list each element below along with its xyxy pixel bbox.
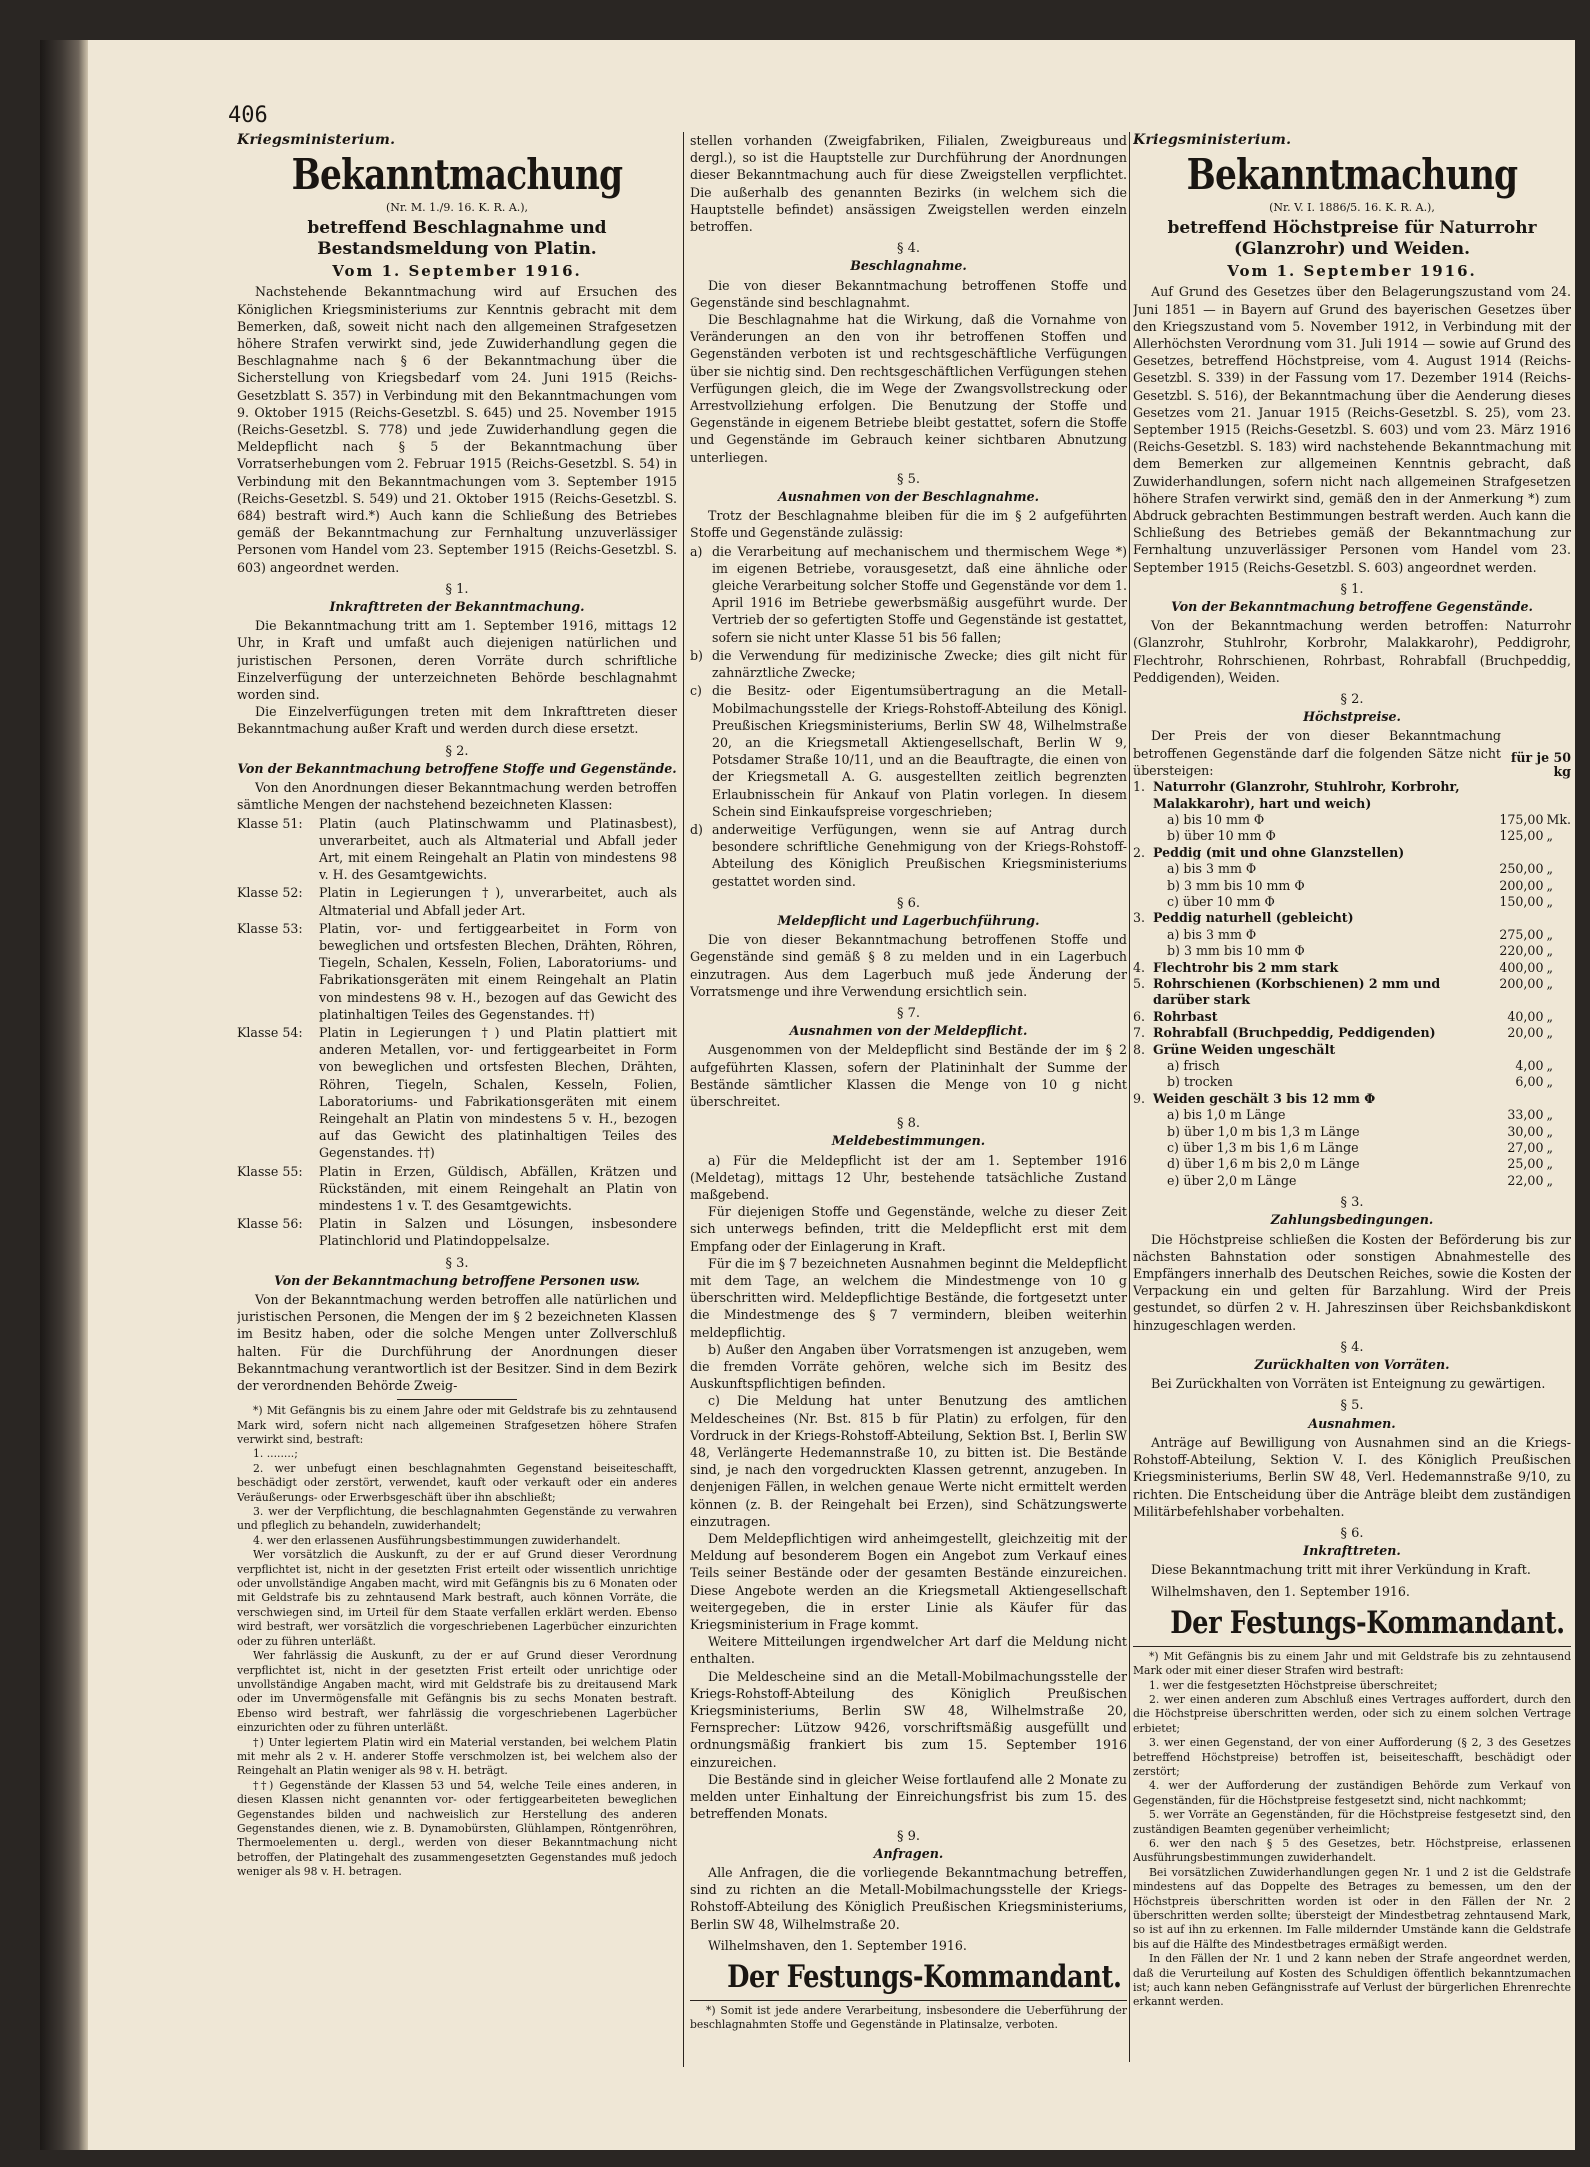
section-title: Meldepflicht und Lagerbuchführung. xyxy=(777,912,1040,928)
price-value: 27,00 xyxy=(1507,1140,1544,1156)
price-table xyxy=(1133,779,1571,1189)
newspaper-page xyxy=(40,40,1575,2150)
section-number: § 8. xyxy=(896,1116,921,1132)
price-unit xyxy=(1543,1091,1571,1107)
paragraph: Bei Zurückhalten von Vorräten ist Enteignung zu gewärtigen. xyxy=(1151,1376,1546,1392)
price-row xyxy=(1133,845,1571,861)
price-value xyxy=(1485,910,1543,926)
paragraph: Von den Anordnungen dieser Bekanntmachung werden betroffen sämtliche Mengen der nachstehend bezeichneten Klassen: xyxy=(237,780,677,813)
price-item-number xyxy=(1133,1156,1153,1172)
price-unit: „ xyxy=(1546,959,1553,975)
paragraph: Trotz der Beschlagnahme bleiben für die im § 2 aufgeführten Stoffe und Gegenstände zulässig: xyxy=(690,508,1127,541)
footnotes xyxy=(1133,1650,1571,2010)
klasse-entry xyxy=(237,920,677,1023)
price-item-label: Rohrabfall (Bruchpeddig, Peddigenden) xyxy=(1153,1025,1436,1041)
section-title: Von der Bekanntmachung betroffene Personen usw. xyxy=(274,1272,640,1288)
section-number: § 5. xyxy=(1340,1398,1364,1414)
price-item-number: 1. xyxy=(1133,779,1146,795)
footnote-item: 4. wer den erlassenen Ausführungsbestimmungen zuwiderhandelt. xyxy=(253,1533,621,1547)
klasse-label: Klasse 53: xyxy=(237,920,303,936)
list-text: die Verwendung für medizinische Zwecke; dies gilt nicht für zahnärztliche Zwecke; xyxy=(712,647,1127,681)
price-unit: „ xyxy=(1546,828,1553,844)
section-title: Ausnahmen. xyxy=(1308,1415,1396,1431)
price-unit-header: für je 50 kg xyxy=(1510,750,1571,780)
price-item-number: 2. xyxy=(1133,844,1146,860)
price-value: 220,00 xyxy=(1499,943,1544,959)
price-item-label: Peddig naturhell (gebleicht) xyxy=(1153,910,1354,926)
footnote-rule xyxy=(397,1399,517,1400)
price-item-number xyxy=(1133,894,1153,910)
price-value: 250,00 xyxy=(1499,861,1544,877)
page-number: 406 xyxy=(228,103,268,128)
price-unit: „ xyxy=(1546,975,1553,991)
list-text: die Verarbeitung auf mechanischem und thermischem Wege *) im eigenen Betriebe, vorausgesetzt, daß eine ähnliche oder gleiche Verarbeitung solcher Stoffe und Gegenstände vor dem 1. April 1916 im Betriebe gewerbsmäßig ausgeführt wurde. Der Vertrieb der so gefertigten Stoffe und Gegenstände ist gestattet, sofern sie nicht unter Klasse 51 bis 56 fallen; xyxy=(712,543,1127,645)
price-item-label: Flechtrohr bis 2 mm stark xyxy=(1153,959,1339,975)
list-marker: b) xyxy=(690,647,703,663)
price-item-label: b) über 10 mm Φ xyxy=(1167,828,1276,844)
price-item-number xyxy=(1133,828,1153,844)
paragraph: Die von dieser Bekanntmachung betroffenen Stoffe und Gegenstände sind gemäß § 8 zu melden und in ein Lagerbuch einzutragen. Aus dem Lagerbuch muß jede Änderung der Vorratsmenge und ihre Verwendung ersichtlich sein. xyxy=(690,932,1127,999)
price-value: 30,00 xyxy=(1507,1123,1544,1139)
section-number: § 3. xyxy=(1340,1195,1364,1211)
price-item-number: 4. xyxy=(1133,959,1146,975)
paragraph: Die Höchstpreise schließen die Kosten der Beförderung bis zur nächsten Bahnstation oder sonstigen Abnahmestelle des Empfängers innerhalb des Deutschen Reiches, sowie die Kosten der Verpackung ein und gelten für Barzahlung. Wird der Preis gestundet, so dürfen 2 v. H. Jahreszinsen über Reichsbankdiskont hinzugeschlagen werden. xyxy=(1133,1231,1571,1333)
price-value: 40,00 xyxy=(1507,1008,1544,1024)
section-number: § 5. xyxy=(896,471,921,487)
list-marker: c) xyxy=(690,683,702,699)
list-item xyxy=(690,821,1127,890)
price-item-label: a) bis 3 mm Φ xyxy=(1167,861,1257,877)
signature: Der Festungs-Kommandant. xyxy=(1170,1604,1565,1641)
price-item-number xyxy=(1133,927,1153,943)
section-title: Inkrafttreten der Bekanntmachung. xyxy=(329,599,585,615)
column-rule-1 xyxy=(683,132,684,2067)
price-unit: „ xyxy=(1546,877,1553,893)
continued-paragraph: stellen vorhanden (Zweigfabriken, Filialen, Zweigbureaus und dergl.), so ist die Hauptstelle zur Durchführung der Anordnungen dieser Bekanntmachung auch für diese Zweigstellen verpflichtet. Die außerhalb des genannten Bezirks (in welchem sich die Hauptstelle befindet) ansässigen Zweigstellen werden einzeln betroffen. xyxy=(690,133,1127,235)
price-row xyxy=(1133,910,1571,926)
price-value: 4,00 xyxy=(1515,1058,1544,1073)
price-item-label: d) über 1,6 m bis 2,0 m Länge xyxy=(1167,1156,1360,1172)
price-item-label: Peddig (mit und ohne Glanzstellen) xyxy=(1153,844,1405,860)
footnote-item: 3. wer der Verpflichtung, die beschlagnahmten Gegenstände zu verwahren und pfleglich zu behandeln, zuwiderhandelt; xyxy=(237,1505,677,1533)
klasse-text: Platin, vor- und fertiggearbeitet in Form von beweglichen und ortsfesten Blechen, Drähten, Röhren, Tiegeln, Schalen, Kesseln, Folien, Laboratoriums- und Fabrikationsgeräten mit einem Reingehalt an Platin von mindestens 98 v. H., bezogen auf das Gewicht des platinhaltigen Teiles des Gegenstandes. ††) xyxy=(319,920,677,1022)
footnote-item: 5. wer Vorräte an Gegenständen, für die Höchstpreise festgesetzt sind, den zuständigen Beamten gegenüber verheimlicht; xyxy=(1133,1808,1571,1836)
price-table-header xyxy=(1133,727,1571,779)
footnotes xyxy=(237,1404,677,1879)
price-row xyxy=(1133,1107,1571,1123)
klasse-text: Platin in Legierungen †) und Platin plattiert mit anderen Metallen, vor- und fertiggearbeitet in Form von beweglichen und ortsfesten Blechen, Drähten, Röhren, Tiegeln, Schalen, Kesseln, Folien, Laboratoriums- und Fabrikationsgeräten mit einem Reingehalt an Platin von mindestens 5 v. H., bezogen auf das Gewicht des platinhaltigen Teiles des Gegenstandes. ††) xyxy=(319,1024,677,1161)
list-text: die Besitz- oder Eigentumsübertragung an die Metall-Mobilmachungsstelle der Kriegs-Rohstoff-Abteilung des Königl. Preußischen Kriegsministeriums, Berlin SW 48, Wilhelmstraße 20, an die Kriegsmetall Aktiengesellschaft, Berlin W 9, Potsdamer Straße 10/11, und an die Beauftragte, die einen von der Kriegsmetall A. G. ausgestellten zeitlich begrenzten Erlaubnisschein für Ankauf von Platin vorlegen. In diesem Schein sind Einkaufspreise vorgeschrieben; xyxy=(712,683,1127,819)
price-unit: Mk. xyxy=(1546,811,1571,827)
reference-number: (Nr. V. I. 1886/5. 16. K. R. A.), xyxy=(1269,201,1435,215)
price-unit: „ xyxy=(1546,1074,1553,1090)
price-unit: „ xyxy=(1546,1156,1553,1172)
price-item-number: 9. xyxy=(1133,1090,1146,1106)
price-value: 400,00 xyxy=(1499,959,1544,975)
footnote-paragraph: †) Unter legiertem Platin wird ein Material verstanden, bei welchem Platin mit mehr als 2 v. H. anderer Stoffe verschmolzen ist, bei welchem also der Reingehalt an Platin weniger als 98 v. H. beträgt. xyxy=(237,1735,677,1778)
footnote-intro: *) Mit Gefängnis bis zu einem Jahre oder mit Geldstrafe bis zu zehntausend Mark wird, sofern nicht nach allgemeinen Strafgesetzen höhere Strafen verwirkt sind, bestraft: xyxy=(237,1404,677,1447)
price-value: 22,00 xyxy=(1507,1172,1544,1188)
price-unit: „ xyxy=(1546,861,1553,877)
section-number: § 2. xyxy=(445,743,469,759)
footnote-item: 1. ........; xyxy=(253,1447,298,1461)
section-title: Meldebestimmungen. xyxy=(831,1133,986,1149)
section-number: § 6. xyxy=(1340,1525,1364,1541)
reference-number: (Nr. M. 1./9. 16. K. R. A.), xyxy=(385,201,529,215)
price-unit xyxy=(1543,845,1571,861)
column-middle xyxy=(690,132,1127,2132)
price-unit: „ xyxy=(1546,1107,1553,1123)
price-item-label: b) 3 mm bis 10 mm Φ xyxy=(1167,877,1305,893)
paragraph: Die Bestände sind in gleicher Weise fortlaufend alle 2 Monate zu melden unter Einhaltung der Einreichungsfrist bis zum 15. des betreffenden Monats. xyxy=(690,1771,1127,1822)
price-unit xyxy=(1543,910,1571,926)
price-value: 275,00 xyxy=(1499,926,1544,942)
footnote-item: 4. wer der Aufforderung der zuständigen Behörde zum Verkauf von Gegenständen, für die Höchstpreise festgesetzt sind, nicht nachkommt; xyxy=(1133,1779,1571,1807)
price-item-label: e) über 2,0 m Länge xyxy=(1167,1172,1297,1188)
price-unit: „ xyxy=(1546,926,1553,942)
price-item-number xyxy=(1133,1173,1153,1189)
paragraph: Von der Bekanntmachung werden betroffen alle natürlichen und juristischen Personen, die Mengen der im § 2 bezeichneten Klassen im Besitz haben, oder die solche Mengen unter Zollverschluß halten. Für die Durchführung der Anordnungen dieser Bekanntmachung verantwortlich ist der Besitzer. Sind in dem Bezirk der verordnenden Behörde Zweig- xyxy=(237,1291,677,1393)
section-title: Höchstpreise. xyxy=(1303,709,1401,725)
price-row xyxy=(1133,828,1571,844)
price-item-number xyxy=(1133,1124,1153,1140)
price-item-number xyxy=(1133,861,1153,877)
price-item-number: 3. xyxy=(1133,910,1146,926)
section-number: § 1. xyxy=(1340,581,1364,597)
list-item xyxy=(690,543,1127,646)
price-row xyxy=(1133,943,1571,959)
price-unit: „ xyxy=(1546,1025,1553,1041)
section-title: Inkrafttreten. xyxy=(1303,1543,1401,1559)
price-unit: „ xyxy=(1546,1008,1553,1024)
price-item-label: b) über 1,0 m bis 1,3 m Länge xyxy=(1167,1123,1360,1139)
price-row xyxy=(1133,861,1571,877)
klasse-text: Platin in Erzen, Güldisch, Abfällen, Krätzen und Rückständen, mit einem Reingehalt an Platin von mindestens 1 v. T. des Gesamtgewichts. xyxy=(319,1163,677,1213)
klasse-text: Platin (auch Platinschwamm und Platinasbest), unverarbeitet, auch als Altmaterial und Abfall jeder Art, mit einem Reingehalt an Platin von mindestens 98 v. H. des Gesamtgewichts. xyxy=(319,815,677,883)
paragraph: Für diejenigen Stoffe und Gegenstände, welche zu dieser Zeit sich unterwegs befinden, tritt die Meldepflicht erst mit dem Empfang oder der Einlagerung in Kraft. xyxy=(690,1204,1127,1254)
price-item-number xyxy=(1133,1058,1153,1074)
klasse-entry xyxy=(237,815,677,884)
klasse-label: Klasse 56: xyxy=(237,1216,303,1232)
price-unit: „ xyxy=(1546,1058,1553,1073)
price-value: 175,00 xyxy=(1499,811,1544,827)
price-value: 125,00 xyxy=(1499,828,1544,844)
price-item-label: a) bis 3 mm Φ xyxy=(1167,926,1257,942)
footnote-item: 2. wer unbefugt einen beschlagnahmten Gegenstand beiseiteschafft, beschädigt oder zerstört, verwendet, kauft oder verkauft oder ein anderes Veräußerungs- oder Erwerbsgeschäft über ihn abschließt; xyxy=(237,1461,677,1504)
klasse-text: Platin in Legierungen †), unverarbeitet, auch als Altmaterial und Abfall jeder Art. xyxy=(319,885,677,918)
paragraph: Die Meldescheine sind an die Metall-Mobilmachungsstelle der Kriegs-Rohstoff-Abteilung des Königlich Preußischen Kriegsministeriums, Berlin SW 48, Wilhelmstraße 20, Fernsprecher: Lützow 9426, vorschriftsmäßig ausgefüllt und ordnungsmäßig frankiert bis zum 15. September 1916 einzureichen. xyxy=(690,1668,1127,1770)
price-value xyxy=(1485,845,1543,861)
paragraph: Die Einzelverfügungen treten mit dem Inkrafttreten dieser Bekanntmachung außer Kraft und werden durch diese ersetzt. xyxy=(237,704,677,737)
footnote-paragraph: Wer vorsätzlich die Auskunft, zu der er auf Grund dieser Verordnung verpflichtet ist, nicht in der gesetzten Frist erteilt oder wissentlich unrichtige oder unvollständige Angaben macht, wird mit Gefängnis bis zu 6 Monaten oder mit Geldstrafe bis zu zehntausend Mark bestraft, auch können Vorräte, die verschwiegen sind, im Urteil für dem Staate verfallen erklärt werden. Ebenso wird bestraft, wer vorsätzlich die vorgeschriebenen Lagerbücher einzurichten oder zu führen unterläßt. xyxy=(237,1548,677,1648)
price-row xyxy=(1133,1074,1571,1090)
price-unit: „ xyxy=(1546,1123,1553,1139)
ministry-label: Kriegsministerium. xyxy=(1133,132,1292,148)
price-item-number xyxy=(1133,1107,1153,1123)
section-number: § 7. xyxy=(896,1005,921,1021)
intro-paragraph: Nachstehende Bekanntmachung wird auf Ersuchen des Königlichen Kriegsministeriums zur Kenntnis gebracht mit dem Bemerken, daß, soweit nicht nach den allgemeinen Strafgesetzen höhere Strafen verwirkt sind, jede Zuwiderhandlung gegen die Beschlagnahme nach § 6 der Bekanntmachung über die Sicherstellung von Kriegsbedarf vom 24. Juni 1915 (Reichs-Gesetzblatt S. 357) in Verbindung mit den Bekanntmachungen vom 9. Oktober 1915 (Reichs-Gesetzbl. S. 645) und 25. November 1915 (Reichs-Gesetzbl. S. 778) und jede Zuwiderhandlung gegen die Meldepflicht nach § 5 der Bekanntmachung über Vorratserhebungen vom 2. Februar 1915 (Reichs-Gesetzbl. S. 54) in Verbindung mit den Bekanntmachungen vom 3. September 1915 (Reichs-Gesetzbl. S. 549) und 21. Oktober 1915 (Reichs-Gesetzbl. S. 684) bestraft wird.*) Auch kann die Schließung des Betriebes gemäß der Bekanntmachung zur Fernhaltung unzuverlässiger Personen vom Handel vom 23. September 1915 (Reichs-Gesetzbl. S. 603) angeordnet werden. xyxy=(237,284,677,575)
section-title: Zurückhalten von Vorräten. xyxy=(1254,1357,1450,1373)
section-number: § 3. xyxy=(445,1255,469,1271)
price-item-label: a) frisch xyxy=(1167,1058,1220,1073)
price-row xyxy=(1133,1042,1571,1058)
price-item-number xyxy=(1133,1140,1153,1156)
price-unit xyxy=(1543,1042,1571,1058)
exception-list xyxy=(690,543,1127,890)
subheadline: betreffend Höchstpreise für Naturrohr (Glanzrohr) und Weiden. xyxy=(1167,218,1537,260)
footnote-paragraph: In den Fällen der Nr. 1 und 2 kann neben der Strafe angeordnet werden, daß die Verurteilung auf Kosten des Schuldigen öffentlich bekanntzumachen ist; auch kann neben Gefängnisstrafe auf Verlust der bürgerlichen Ehrenrechte erkannt werden. xyxy=(1133,1952,1571,2009)
klasse-entry xyxy=(237,1215,677,1249)
column-right xyxy=(1133,132,1571,2132)
price-row xyxy=(1133,812,1571,828)
klasse-entry xyxy=(237,884,677,918)
footnote-paragraph: ††) Gegenstände der Klassen 53 und 54, welche Teile eines anderen, in diesen Klassen nicht genannten vor- oder fertiggearbeiteten beweglichen Gegenstandes bilden und nachweislich zur Herstellung des anderen Gegenstandes dienen, wie z. B. Dynamobürsten, Glühlampen, Röntgenröhren, Thermoelementen u. dergl., werden von dieser Bekanntmachung nicht betroffen, der Platingehalt des zusammengesetzten Gegenstandes muß jedoch weniger als 98 v. H. betragen. xyxy=(237,1778,677,1879)
price-item-number xyxy=(1133,812,1153,828)
price-item-label: c) über 1,3 m bis 1,6 m Länge xyxy=(1167,1140,1359,1156)
footnote-item: 3. wer einen Gegenstand, der von einer Aufforderung (§ 2, 3 des Gesetzes betreffend Höchstpreise) betroffen ist, beiseiteschafft, beschädigt oder zerstört; xyxy=(1133,1736,1571,1778)
price-row xyxy=(1133,779,1571,812)
price-value: 20,00 xyxy=(1507,1025,1544,1041)
price-value: 25,00 xyxy=(1507,1156,1544,1172)
footnote-item: 2. wer einen anderen zum Abschluß eines Vertrages auffordert, durch den die Höchstpreise überschritten werden, oder sich zu einem solchen Vertrage erbietet; xyxy=(1133,1692,1571,1735)
price-item-label: Rohrbast xyxy=(1153,1008,1218,1024)
klasse-entry xyxy=(237,1024,677,1162)
price-unit xyxy=(1543,779,1571,812)
klasse-label: Klasse 52: xyxy=(237,885,303,901)
list-item xyxy=(690,682,1127,820)
ministry-label: Kriegsministerium. xyxy=(237,132,396,148)
price-row xyxy=(1133,1173,1571,1189)
notice-date: Vom 1. September 1916. xyxy=(332,262,582,281)
book-binding xyxy=(40,40,88,2150)
section-number: § 4. xyxy=(896,241,921,257)
price-row xyxy=(1133,878,1571,894)
price-value xyxy=(1485,779,1543,812)
price-row xyxy=(1133,1156,1571,1172)
paragraph: Für die im § 7 bezeichneten Ausnahmen beginnt die Meldepflicht mit dem Tage, an welchem die Mindestmenge von 10 g überschritten wird. Meldepflichtige Bestände, die fortgesetzt unter die Mindestmenge des § 7 vermindern, bleiben weiterhin meldepflichtig. xyxy=(690,1255,1127,1340)
place-date: Wilhelmshaven, den 1. September 1916. xyxy=(1151,1583,1410,1599)
price-item-label: b) 3 mm bis 10 mm Φ xyxy=(1167,943,1305,959)
price-row xyxy=(1133,1025,1571,1041)
price-item-number xyxy=(1133,878,1153,894)
price-unit: „ xyxy=(1546,893,1553,909)
price-row xyxy=(1133,1140,1571,1156)
price-item-number: 8. xyxy=(1133,1041,1146,1057)
section-title: Von der Bekanntmachung betroffene Stoffe und Gegenstände. xyxy=(237,760,677,776)
section-number: § 1. xyxy=(445,581,469,597)
list-marker: d) xyxy=(690,821,703,837)
price-row xyxy=(1133,1058,1571,1074)
paragraph: Die Beschlagnahme hat die Wirkung, daß die Vornahme von Veränderungen an den von ihr betroffenen Stoffen und Gegenständen verboten ist und rechtsgeschäftliche Verfügungen über sie nichtig sind. Den rechtsgeschäftlichen Verfügungen stehen Verfügungen gleich, die im Wege der Zwangsvollstreckung oder Arrestvollziehung erfolgen. Die Benutzung der Stoffe und Gegenstände in eigenem Betriebe bleibt gestattet, sofern die Stoffe und Gegenstände im Gebrauch keiner sichtbaren Abnutzung unterliegen. xyxy=(690,312,1127,465)
paragraph: a) Für die Meldepflicht ist der am 1. September 1916 (Meldetag), mittags 12 Uhr, bestehende tatsächliche Zustand maßgebend. xyxy=(690,1152,1127,1202)
price-value xyxy=(1485,1042,1543,1058)
paragraph: Dem Meldepflichtigen wird anheimgestellt, gleichzeitig mit der Meldung auf besonderem Bogen ein Angebot zum Verkauf eines Teils seiner Bestände oder der gesamten Bestände einzureichen. Diese Angebote werden an die Kriegsmetall Aktiengesellschaft weitergegeben, die in erster Linie als Käufer für das Kriegsministerium in Frage kommt. xyxy=(690,1531,1127,1633)
section-number: § 2. xyxy=(1340,692,1364,708)
price-unit: „ xyxy=(1546,943,1553,959)
price-item-label: Rohrschienen (Korbschienen) 2 mm und darüber stark xyxy=(1153,975,1441,1008)
section-number: § 6. xyxy=(896,895,921,911)
paragraph: Alle Anfragen, die die vorliegende Bekanntmachung betreffen, sind zu richten an die Metall-Mobilmachungsstelle der Kriegs-Rohstoff-Abteilung des Königlich Preußischen Kriegsministeriums, Berlin SW 48, Wilhelmstraße 20. xyxy=(690,1864,1127,1932)
price-item-number: 6. xyxy=(1133,1008,1146,1024)
list-marker: a) xyxy=(690,543,703,559)
paragraph: Von der Bekanntmachung werden betroffen: Naturrohr (Glanzrohr, Stuhlrohr, Korbrohr, Malakkarohr), Peddigrohr, Flechtrohr, Rohrschienen, Rohrbast, Rohrabfall (Bruchpeddig, Peddigenden), Weiden. xyxy=(1133,618,1571,685)
klasse-entry xyxy=(237,1163,677,1215)
paragraph: Anträge auf Bewilligung von Ausnahmen sind an die Kriegs-Rohstoff-Abteilung, Sektion V. I. des Königlich Preußischen Kriegsministeriums, Berlin SW 48, Verl. Hedemannstraße 9/10, zu richten. Die Entscheidung über die Anträge bleibt dem zuständigen Militärbefehlshaber vorbehalten. xyxy=(1133,1434,1571,1519)
paragraph: Der Preis der von dieser Bekanntmachung betroffenen Gegenstände darf die folgenden Sätze nicht übersteigen: xyxy=(1133,728,1501,778)
notice-date: Vom 1. September 1916. xyxy=(1227,262,1477,281)
footnote-rule xyxy=(690,2000,1127,2001)
price-item-label: b) trocken xyxy=(1167,1074,1233,1090)
price-item-label: a) bis 1,0 m Länge xyxy=(1167,1107,1286,1123)
list-text: anderweitige Verfügungen, wenn sie auf Antrag durch besondere schriftliche Genehmigung von der Kriegs-Rohstoff-Abteilung des Königlich Preußischen Kriegsministeriums gestattet worden sind. xyxy=(712,821,1127,889)
price-item-number xyxy=(1133,1074,1153,1090)
footnote-item: 1. wer die festgesetzten Höchstpreise überschreitet; xyxy=(1149,1678,1438,1692)
section-number: § 9. xyxy=(896,1828,921,1844)
price-row xyxy=(1133,927,1571,943)
footnote-paragraph: Bei vorsätzlichen Zuwiderhandlungen gegen Nr. 1 und 2 ist die Geldstrafe mindestens auf das Doppelte des Betrages zu bemessen, um den der Höchstpreis überschritten worden ist oder in den Fällen der Nr. 2 überschritten werden sollte; übersteigt der Mindestbetrag zehntausend Mark, so ist auf ihn zu erkennen. Im Falle mildernder Umstände kann die Geldstrafe bis auf die Hälfte des Mindestbetrages ermäßigt werden. xyxy=(1133,1865,1571,1951)
price-value: 6,00 xyxy=(1515,1074,1544,1090)
price-item-label: a) bis 10 mm Φ xyxy=(1167,811,1265,827)
klasse-label: Klasse 55: xyxy=(237,1163,303,1179)
price-row xyxy=(1133,894,1571,910)
price-row xyxy=(1133,1124,1571,1140)
paragraph: c) Die Meldung hat unter Benutzung des amtlichen Meldescheines (Nr. Bst. 815 b für Platin) zu erfolgen, für den Vordruck in der Kriegs-Rohstoff-Abteilung, Sektion Bst. I, Berlin SW 48, Verlängerte Hedemannstraße 10, zu bitten ist. Die Bestände sind, je nach den vorgedruckten Klassen getrennt, anzugeben. In denjenigen Fällen, in welchen genaue Werte nicht ermittelt werden können (z. B. der Reingehalt bei Erzen), sind Schätzungswerte einzutragen. xyxy=(690,1393,1127,1529)
footnote-intro: *) Mit Gefängnis bis zu einem Jahr und mit Geldstrafe bis zu zehntausend Mark oder mit einer dieser Strafen wird bestraft: xyxy=(1133,1649,1571,1678)
price-value: 150,00 xyxy=(1499,893,1544,909)
subheadline: betreffend Beschlagnahme und Bestandsmeldung von Platin. xyxy=(307,218,607,260)
paragraph: Die Bekanntmachung tritt am 1. September 1916, mittags 12 Uhr, in Kraft und umfaßt auch diejenigen natürlichen und juristischen Personen, deren Vorräte durch schriftliche Einzelverfügung der unterzeichneten Behörde beschlagnahmt worden sind. xyxy=(237,618,677,703)
paragraph: Weitere Mitteilungen irgendwelcher Art darf die Meldung nicht enthalten. xyxy=(690,1634,1127,1667)
price-unit: „ xyxy=(1546,1140,1553,1156)
footnote-paragraph: Wer fahrlässig die Auskunft, zu der er auf Grund dieser Verordnung verpflichtet ist, nicht in der gesetzten Frist erteilt oder unrichtige oder unvollständige Angaben macht, wird mit Geldstrafe bis zu dreitausend Mark oder im Unvermögensfalle mit Gefängnis bis zu sechs Monaten bestraft. Ebenso wird bestraft, wer fahrlässig die vorgeschriebenen Lagerbücher einzurichten oder zu führen unterläßt. xyxy=(237,1649,677,1735)
price-item-number: 7. xyxy=(1133,1025,1146,1041)
list-item xyxy=(690,647,1127,681)
section-number: § 4. xyxy=(1340,1339,1364,1355)
klasse-text: Platin in Salzen und Lösungen, insbesondere Platinchlorid und Platindoppelsalze. xyxy=(319,1216,677,1249)
paragraph: Ausgenommen von der Meldepflicht sind Bestände der im § 2 aufgeführten Klassen, sofern der Platininhalt der Summe der Bestände sämtlicher Klassen die Menge von 10 g nicht überschreitet. xyxy=(690,1042,1127,1109)
paragraph: Diese Bekanntmachung tritt mit ihrer Verkündung in Kraft. xyxy=(1151,1562,1531,1578)
intro-paragraph: Auf Grund des Gesetzes über den Belagerungszustand vom 24. Juni 1851 — in Bayern auf Grund des bayerischen Gesetzes über den Kriegszustand vom 5. November 1912, in Verbindung mit der Allerhöchsten Verordnung vom 31. Juli 1914 — sowie auf Grund des Gesetzes, betreffend Höchstpreise, vom 4. August 1914 (Reichs-Gesetzbl. S. 339) in der Fassung vom 17. Dezember 1914 (Reichs-Gesetzbl. S. 516), der Bekanntmachung über die Aenderung dieses Gesetzes vom 21. Januar 1915 (Reichs-Gesetzbl. S. 25), vom 23. September 1915 (Reichs-Gesetzbl. S. 603) und vom 23. März 1916 (Reichs-Gesetzbl. S. 183) wird nachstehende Bekanntmachung mit dem Bemerken zur allgemeinen Kenntnis gebracht, daß Zuwiderhandlungen, sofern nicht nach allgemeinen Strafgesetzen höhere Strafen verwirkt sind, gemäß den in der Anmerkung *) zum Abdruck gebrachten Bestimmungen bestraft werden. Auch kann die Schließung des Betriebes gemäß der Bekanntmachung zur Fernhaltung unzuverlässiger Personen vom Handel vom 23. September 1915 (Reichs-Gesetzbl. S. 603) angeordnet werden. xyxy=(1133,284,1571,575)
column-rule-2 xyxy=(1129,132,1130,2062)
signature: Der Festungs-Kommandant. xyxy=(727,1958,1122,1995)
section-title: Zahlungsbedingungen. xyxy=(1270,1212,1434,1228)
price-row xyxy=(1133,1091,1571,1107)
footnote-paragraph: *) Somit ist jede andere Verarbeitung, insbesondere die Ueberführung der beschlagnahmten Stoffe und Gegenstände in Platinsalze, verboten. xyxy=(690,2003,1127,2032)
price-value xyxy=(1485,1091,1543,1107)
price-value: 33,00 xyxy=(1507,1107,1544,1123)
section-title: Ausnahmen von der Beschlagnahme. xyxy=(778,489,1039,505)
price-item-label: Naturrohr (Glanzrohr, Stuhlrohr, Korbrohr, Malakkarohr), hart und weich) xyxy=(1153,779,1460,811)
headline: Bekanntmachung xyxy=(1186,150,1518,200)
section-title: Beschlagnahme. xyxy=(850,258,967,274)
section-title: Von der Bekanntmachung betroffene Gegenstände. xyxy=(1171,599,1533,615)
section-title: Ausnahmen von der Meldepflicht. xyxy=(789,1023,1028,1039)
price-item-number: 5. xyxy=(1133,975,1146,991)
price-row xyxy=(1133,1009,1571,1025)
klasse-label: Klasse 54: xyxy=(237,1024,303,1040)
price-value: 200,00 xyxy=(1499,877,1544,893)
paragraph: Die von dieser Bekanntmachung betroffenen Stoffe und Gegenstände sind beschlagnahmt. xyxy=(690,277,1127,310)
price-item-label: Grüne Weiden ungeschält xyxy=(1153,1041,1336,1057)
footnote-item: 6. wer den nach § 5 des Gesetzes, betr. Höchstpreise, erlassenen Ausführungsbestimmungen zuwiderhandelt. xyxy=(1133,1837,1571,1865)
paragraph: b) Außer den Angaben über Vorratsmengen ist anzugeben, wem die fremden Vorräte gehören, welche sich im Besitz des Auskunftspflichtigen befinden. xyxy=(690,1341,1127,1392)
price-unit: „ xyxy=(1546,1172,1553,1188)
price-value: 200,00 xyxy=(1499,975,1544,991)
price-item-label: Weiden geschält 3 bis 12 mm Φ xyxy=(1153,1090,1376,1106)
klasse-label: Klasse 51: xyxy=(237,815,303,831)
section-title: Anfragen. xyxy=(873,1845,944,1861)
price-item-label: c) über 10 mm Φ xyxy=(1167,893,1275,909)
headline: Bekanntmachung xyxy=(291,150,623,200)
price-row xyxy=(1133,960,1571,976)
footnote-rule xyxy=(1133,1646,1571,1647)
column-left xyxy=(237,132,677,2132)
price-row xyxy=(1133,976,1571,1009)
price-item-number xyxy=(1133,943,1153,959)
footnote xyxy=(690,2004,1127,2033)
place-date: Wilhelmshaven, den 1. September 1916. xyxy=(708,1937,967,1953)
